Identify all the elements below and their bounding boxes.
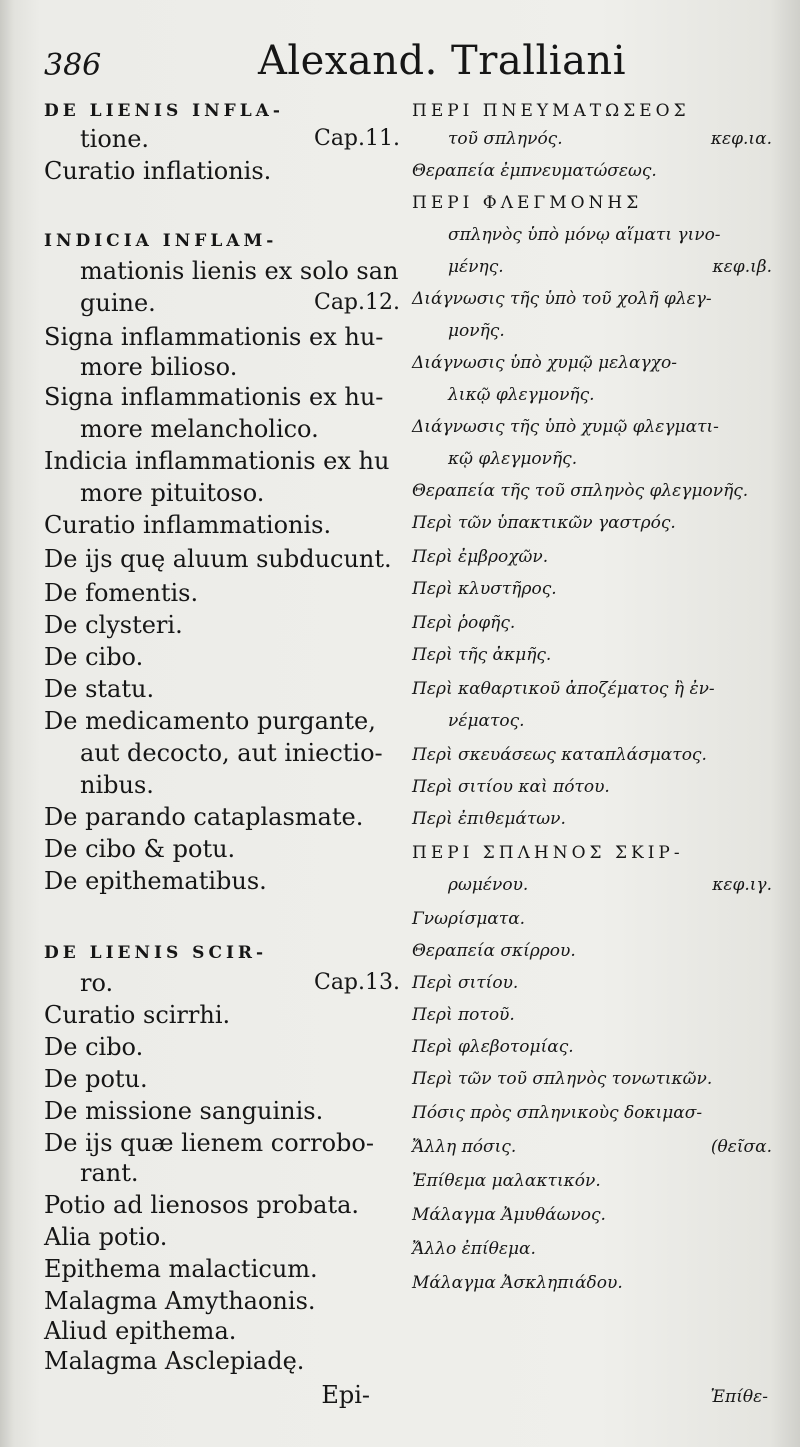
list-item: Περὶ τῶν τοῦ σπληνὸς τονωτικῶν.	[412, 1069, 713, 1089]
list-item: Ἐπίθεμα μαλακτικόν.	[412, 1171, 601, 1191]
list-item: Ἄλλη πόσις.	[412, 1137, 517, 1157]
list-item: De statu.	[44, 675, 155, 703]
list-item: Περὶ σκευάσεως καταπλάσματος.	[412, 745, 707, 765]
catchword: Ἐπίθε-	[710, 1387, 768, 1407]
list-item: Περὶ ῥοφῆς.	[412, 613, 516, 633]
list-item: Epithema malacticum.	[44, 1255, 318, 1283]
list-item: Γνωρίσματα.	[412, 909, 526, 929]
list-item: μονῆς.	[448, 321, 505, 341]
section-heading-cont: tione. Cap.11.	[80, 122, 400, 156]
list-item: Περὶ κλυστῆρος.	[412, 579, 557, 599]
list-item: Aliud epithema.	[44, 1317, 237, 1345]
list-item: Περὶ σιτίου.	[412, 973, 519, 993]
chapter-number: Cap.13.	[313, 970, 400, 995]
running-head	[44, 38, 764, 88]
list-item: Μάλαγμα Ἀμυθάωνος.	[412, 1205, 606, 1225]
list-item: Alia potio.	[44, 1223, 168, 1251]
list-item: Malagma Amythaonis.	[44, 1287, 316, 1315]
list-item: κῷ φλεγμονῆς.	[448, 449, 578, 469]
list-item: Indicia inflammationis ex hu	[44, 447, 390, 475]
list-item: Curatio inflammationis.	[44, 511, 332, 539]
chapter-number: κεφ.ια.	[710, 129, 772, 149]
list-item: nibus.	[80, 771, 154, 799]
list-item: De potu.	[44, 1065, 148, 1093]
list-item: De missione sanguinis.	[44, 1097, 324, 1125]
list-item: Curatio inflationis.	[44, 157, 272, 185]
list-item: De medicamento purgante,	[44, 707, 376, 735]
list-item: Περὶ ἐμβροχῶν.	[412, 547, 549, 567]
catchword: Epi-	[321, 1381, 370, 1409]
list-item: De cibo.	[44, 643, 144, 671]
list-item: De fomentis.	[44, 579, 199, 607]
section-heading-cont: guine. Cap.12.	[80, 286, 400, 320]
chapter-number: κεφ.ιβ.	[712, 257, 772, 277]
list-item: Potio ad lienosos probata.	[44, 1191, 360, 1219]
list-item: Signa inflammationis ex hu-	[44, 323, 384, 351]
section-heading-cont: μένης. κεφ.ιβ.	[448, 250, 772, 284]
chapter-number: Cap.12.	[313, 290, 400, 315]
list-item: De cibo & potu.	[44, 835, 236, 863]
section-heading-cont: τοῦ σπληνός. κεφ.ια.	[448, 122, 772, 156]
list-item: Curatio scirrhi.	[44, 1001, 231, 1029]
list-item: Μάλαγμα Ἀσκληπιάδου.	[412, 1273, 623, 1293]
list-item: Περὶ τῶν ὑπακτικῶν γαστρός.	[412, 513, 676, 533]
list-item: Περὶ ἐπιθεμάτων.	[412, 809, 566, 829]
section-heading: INDICIA INFLAM-	[44, 231, 278, 251]
list-item: De ijs quæ lienem corrobo-	[44, 1129, 374, 1157]
list-item: λικῷ φλεγμονῆς.	[448, 385, 595, 405]
section-heading-cont: σπληνὸς ὑπὸ μόνῳ αἵματι γινο-	[448, 225, 721, 245]
list-item: Περὶ σιτίου καὶ πότου.	[412, 777, 610, 797]
section-heading-cont: mationis lienis ex solo san	[80, 257, 399, 285]
list-item: Πόσις πρὸς σπληνικοὺς δοκιμασ-	[412, 1103, 703, 1123]
list-item: Ἄλλο ἐπίθεμα.	[412, 1239, 536, 1259]
list-item: Διάγνωσις τῆς ὑπὸ τοῦ χολῆ φλεγ-	[412, 289, 712, 309]
list-item: more pituitoso.	[80, 479, 265, 507]
list-item: De ijs quę aluum subducunt.	[44, 545, 392, 573]
list-item: De parando cataplasmate.	[44, 803, 364, 831]
wrapped-text: (θεῖσα.	[710, 1137, 772, 1157]
section-heading-cont: ρωμένου. κεφ.ιγ.	[448, 868, 772, 902]
list-item: De epithematibus.	[44, 867, 267, 895]
list-item-with-wrap	[412, 1130, 772, 1164]
list-item: Signa inflammationis ex hu-	[44, 383, 384, 411]
section-heading: ΠΕΡΙ ΦΛΕΓΜΟΝΗΣ	[412, 193, 643, 213]
catchword-line	[44, 1378, 380, 1412]
section-heading: ΠΕΡΙ ΣΠΛΗΝΟΣ ΣΚΙΡ-	[412, 843, 684, 863]
page-number: 386	[44, 48, 102, 83]
section-heading: DE LIENIS SCIR-	[44, 943, 268, 963]
list-item: Διάγνωσις ὑπὸ χυμῷ μελαγχο-	[412, 353, 677, 373]
list-item: Περὶ καθαρτικοῦ ἀποζέματος ἢ ἐν-	[412, 679, 715, 699]
list-item: De cibo.	[44, 1033, 144, 1061]
chapter-number: Cap.11.	[313, 126, 400, 151]
list-item: Θεραπεία τῆς τοῦ σπληνὸς φλεγμονῆς.	[412, 481, 749, 501]
list-item: Περὶ φλεβοτομίας.	[412, 1037, 574, 1057]
section-heading-cont: ro. Cap.13.	[80, 966, 400, 1000]
list-item: rant.	[80, 1159, 139, 1187]
list-item: νέματος.	[448, 711, 525, 731]
list-item: Περὶ τῆς ἀκμῆς.	[412, 645, 552, 665]
list-item: more bilioso.	[80, 353, 238, 381]
running-title: Alexand. Tralliani	[258, 38, 626, 84]
list-item: more melancholico.	[80, 415, 319, 443]
list-item: aut decocto, aut iniectio-	[80, 739, 383, 767]
list-item: Περὶ ποτοῦ.	[412, 1005, 515, 1025]
list-item: Θεραπεία ἐμπνευματώσεως.	[412, 161, 657, 181]
list-item: Malagma Asclepiadę.	[44, 1347, 305, 1375]
section-heading: DE LIENIS INFLA-	[44, 101, 284, 121]
catchword-line	[412, 1380, 768, 1414]
chapter-number: κεφ.ιγ.	[712, 875, 772, 895]
list-item: Θεραπεία σκίρρου.	[412, 941, 576, 961]
section-heading: ΠΕΡΙ ΠΝΕΥΜΑΤΩΣΕΟΣ	[412, 101, 690, 121]
list-item: De clysteri.	[44, 611, 183, 639]
list-item: Διάγνωσις τῆς ὑπὸ χυμῷ φλεγματι-	[412, 417, 719, 437]
